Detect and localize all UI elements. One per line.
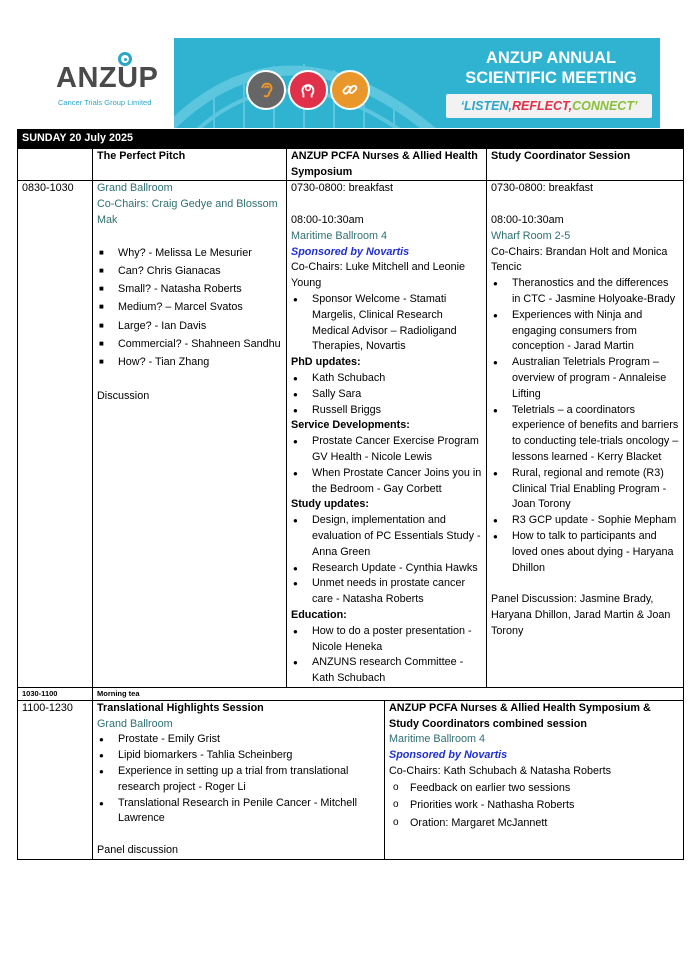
phd-list	[291, 371, 482, 418]
list-item: ■ Medium? – Marcel Svatos	[97, 298, 282, 316]
list-item: ● Translational Research in Penile Cancer - Mitchell Lawrence	[97, 796, 380, 828]
service-list	[291, 434, 482, 497]
venue: Wharf Room 2-5	[491, 229, 571, 242]
list-item: ● Experience in setting up a trial from translational research project - Roger Li	[97, 764, 380, 796]
study-coordinator-cell: 0730-0800: breakfast 08:00-10:30am Wharf Room 2-5 Co-Chairs: Brandan Holt and Monica Tencic ● Theranostics and the differences in CTC - Jasmine Holyoake-Brady ● Experiences with Ninja and engaging consumers from conception - Jarad Martin ● Australian Teletrials Program – overview of program - Annaleise Lifting ● Teletrials – a coordinators experience of benefits and barriers to conducting tele-trials oncology – lessons learned - Kerry Blacket ● Rural, regional and remote (R3) Clinical Trial Enabling Program - Joan Torony ● R3 GCP update - Sophie Mepham ● How to talk to participants and loved ones about dying - Haryana Dhillon Panel Discussion: Jasmine Brady, Haryana Dhillon, Jarad Martin & Joan Torony	[487, 181, 684, 688]
list-item: ● Russell Briggs	[291, 403, 482, 419]
chairs: Co-Chairs: Kath Schubach & Natasha Roberts	[389, 765, 612, 778]
list-item: ● ANZUNS research Committee - Kath Schubach	[291, 655, 482, 687]
translational-cell	[93, 701, 385, 860]
day-heading: SUNDAY 20 July 2025	[18, 130, 684, 149]
venue: Maritime Ballroom 4	[389, 733, 485, 746]
section-heading: Education:	[291, 608, 347, 621]
closing-note: Discussion	[97, 390, 150, 403]
list-item: ■ Large? - Ian Davis	[97, 317, 282, 335]
day-row	[18, 130, 684, 149]
venue: Maritime Ballroom 4	[291, 229, 387, 242]
session-row-morning	[18, 181, 684, 688]
tea-label: Morning tea	[93, 687, 684, 700]
list-item: ● Research Update - Cynthia Hawks	[291, 561, 482, 577]
list-item: ● Australian Teletrials Program – overview of program - Annaleise Lifting	[491, 355, 679, 402]
list-item: ● Unmet needs in prostate cancer care - Natasha Roberts	[291, 576, 482, 608]
list-item: ● Experiences with Ninja and engaging consumers from conception - Jarad Martin	[491, 308, 679, 355]
section-heading: PhD updates:	[291, 356, 361, 369]
list-item: ● Design, implementation and evaluation of PC Essentials Study - Anna Green	[291, 513, 482, 560]
banner-title: ANZUP ANNUAL SCIENTIFIC MEETING	[465, 49, 637, 87]
pitch-list	[97, 244, 282, 371]
list-item: o Oration: Margaret McJannett	[389, 815, 679, 833]
list-item: ■ Small? - Natasha Roberts	[97, 280, 282, 298]
study-list	[291, 513, 482, 608]
nurses-symposium-cell: 0730-0800: breakfast 08:00-10:30am Maritime Ballroom 4 Sponsored by Novartis Co-Chairs: Luke Mitchell and Leonie Young ● Sponsor Welcome - Stamati Margelis, Clinical Research Medical Advisor – Radioligand Therapies, Novartis PhD updates: ● Kath Schubach ● Sally Sara ● Russell Briggs Service Developments: ● Prostate Cancer Exercise Program GV Health - Nicole Lewis ● When Prostate Cancer Joins you in the Bedroom - Gay Corbett Study updates: ● Design, implementation and evaluation of PC Essentials Study - Anna Green ● Research Update - Cynthia Hawks ● Unmet needs in prostate cancer care - Natasha Roberts Education: ● How to do a poster presentation - Nicole Heneka ● ANZUNS research Committee - Kath Schubach	[287, 181, 487, 688]
anzup-logo	[56, 52, 166, 114]
coordinator-list	[491, 276, 679, 576]
venue: Grand Ballroom	[97, 182, 173, 195]
session-title: ANZUP PCFA Nurses & Allied Health Symposium & Study Coordinators combined session	[389, 701, 651, 730]
combined-session-cell	[385, 701, 684, 860]
combined-list	[389, 780, 679, 833]
list-item: ■ How? - Tian Zhang	[97, 353, 282, 371]
list-item: ● When Prostate Cancer Joins you in the Bedroom - Gay Corbett	[291, 466, 482, 498]
list-item: ● Theranostics and the differences in CTC - Jasmine Holyoake-Brady	[491, 276, 679, 308]
section-heading: Service Developments:	[291, 419, 410, 432]
logo-subtitle: Cancer Trials Group Limited	[58, 98, 152, 107]
session-title: Translational Highlights Session	[97, 701, 264, 714]
logo-wordmark: ANZUP	[56, 62, 159, 94]
list-item: ■ Why? - Melissa Le Mesurier	[97, 244, 282, 262]
list-item: ■ Commercial? - Shahneen Sandhu	[97, 335, 282, 353]
list-item: ● Lipid biomarkers - Tahlia Scheinberg	[97, 748, 380, 764]
reflect-head-icon	[288, 70, 328, 110]
list-item: o Priorities work - Nathasha Roberts	[389, 797, 679, 815]
connect-link-icon	[330, 70, 370, 110]
list-item: ● Prostate - Emily Grist	[97, 732, 380, 748]
session-time: 0830-1030	[18, 181, 93, 688]
panel-discussion: Panel Discussion: Jasmine Brady, Haryana Dhillon, Jarad Martin & Joan Torony	[491, 593, 671, 637]
column-study-coordinator: Study Coordinator Session	[487, 148, 684, 181]
chairs: Co-Chairs: Craig Gedye and Blossom Mak	[97, 198, 278, 226]
sponsor-note: Sponsored by Novartis	[291, 245, 410, 258]
closing-note: Panel discussion	[97, 844, 179, 857]
list-item: ● Prostate Cancer Exercise Program GV Health - Nicole Lewis	[291, 434, 482, 466]
welcome-list	[291, 292, 482, 355]
column-header-row	[18, 148, 684, 181]
session-row-midday	[18, 701, 684, 860]
venue: Grand Ballroom	[97, 717, 173, 730]
list-item: ● Sponsor Welcome - Stamati Margelis, Clinical Research Medical Advisor – Radioligand Therapies, Novartis	[291, 292, 482, 355]
list-item: ● Teletrials – a coordinators experience of benefits and barriers to conducting tele-trials oncology – lessons learned - Kerry Blacket	[491, 403, 679, 466]
chairs: Co-Chairs: Brandan Holt and Monica Tencic	[491, 245, 668, 274]
column-nurses-symposium: ANZUP PCFA Nurses & Allied Health Symposium	[287, 148, 487, 181]
sponsor-note: Sponsored by Novartis	[389, 749, 508, 762]
tea-time: 1030-1100	[18, 687, 93, 700]
morning-tea-row	[18, 687, 684, 700]
list-item: ● Kath Schubach	[291, 371, 482, 387]
meeting-banner	[174, 38, 660, 128]
list-item: ● Sally Sara	[291, 387, 482, 403]
column-perfect-pitch: The Perfect Pitch	[93, 148, 287, 181]
listen-ear-icon	[246, 70, 286, 110]
education-list	[291, 624, 482, 687]
list-item: ● How to do a poster presentation - Nicole Heneka	[291, 624, 482, 656]
list-item: ● How to talk to participants and loved ones about dying - Haryana Dhillon	[491, 529, 679, 576]
banner-tagline: ‘LISTEN, REFLECT, CONNECT’	[446, 94, 652, 118]
list-item: ● R3 GCP update - Sophie Mepham	[491, 513, 679, 529]
session-time: 1100-1230	[18, 701, 93, 860]
translational-list	[97, 732, 380, 827]
perfect-pitch-cell	[93, 181, 287, 688]
list-item: o Feedback on earlier two sessions	[389, 780, 679, 798]
program-table	[17, 129, 683, 860]
list-item: ■ Can? Chris Gianacas	[97, 262, 282, 280]
list-item: ● Rural, regional and remote (R3) Clinical Trial Enabling Program - Joan Torony	[491, 466, 679, 513]
section-heading: Study updates:	[291, 498, 369, 511]
chairs: Co-Chairs: Luke Mitchell and Leonie Young	[291, 261, 466, 290]
